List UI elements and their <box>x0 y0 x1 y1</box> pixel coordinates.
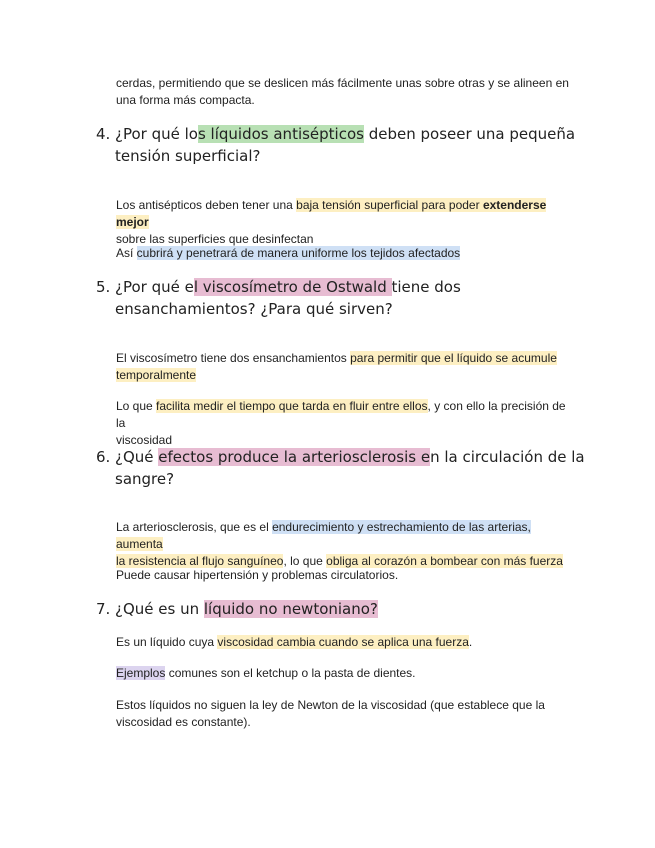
question-number: 5. <box>96 278 111 296</box>
heading-text-line-2: ensanchamientos? ¿Para qué sirven? <box>115 300 393 318</box>
heading-text: tiene dos <box>391 278 461 296</box>
answer-text: , lo que <box>283 554 327 568</box>
highlight-yellow: para permitir que el líquido se acumule <box>350 351 557 365</box>
answer-6-paragraph-2: Puede causar hipertensión y problemas circulatorios. <box>116 568 399 582</box>
highlight-yellow: viscosidad cambia cuando se aplica una fuerza <box>217 635 469 649</box>
answer-text: . <box>468 635 473 649</box>
answer-text: Así <box>116 246 137 260</box>
heading-text: deben poseer una pequeña <box>363 125 576 143</box>
answer-text: Estos líquidos no siguen la ley de Newton de la viscosidad (que establece que la <box>116 698 545 712</box>
heading-text: ¿Qué <box>115 448 159 466</box>
highlight-yellow: obliga al corazón a bombear con más fuerza <box>326 554 563 568</box>
answer-7-paragraph-3 <box>116 697 576 731</box>
heading-text: ¿Por qué lo <box>115 125 198 143</box>
answer-text: Es un líquido cuya <box>116 635 218 649</box>
highlight-lavender: Ejemplos <box>116 666 166 680</box>
heading-text-line-2: tensión superficial? <box>115 147 261 165</box>
answer-6-paragraph-1 <box>116 519 576 570</box>
highlight-blue: endurecimiento y estrechamiento de las arterias, <box>272 520 531 534</box>
intro-line-1: cerdas, permitiendo que se deslicen más fácilmente unas sobre otras y se alineen en <box>116 76 569 90</box>
highlight-green: s líquidos antisépticos <box>197 125 364 143</box>
bold-text: extenderse mejor <box>116 198 547 229</box>
answer-7-paragraph-2 <box>116 665 576 682</box>
answer-text: El viscosímetro tiene dos ensanchamientos <box>116 351 351 365</box>
answer-text: sobre las superficies que desinfectan <box>116 232 314 246</box>
highlight-yellow: facilita medir el tiempo que tarda en fluir entre ellos <box>156 399 428 413</box>
answer-text: Lo que <box>116 399 157 413</box>
intro-paragraph <box>116 75 576 109</box>
answer-text: viscosidad es constante). <box>116 715 251 729</box>
answer-5-paragraph-1 <box>116 350 576 384</box>
answer-4-paragraph-2 <box>116 245 576 262</box>
answer-5-paragraph-2 <box>116 398 576 449</box>
question-6-heading <box>96 446 586 490</box>
highlight-pink: líquido no newtoniano? <box>203 600 378 618</box>
highlight-yellow: aumenta <box>116 537 163 551</box>
answer-text: , y con ello la precisión de la <box>116 399 566 430</box>
highlight-pink: l viscosímetro de Ostwald <box>193 278 392 296</box>
answer-text: viscosidad <box>116 433 173 447</box>
answer-text: comunes son el ketchup o la pasta de dientes. <box>165 666 416 680</box>
answer-text: La arteriosclerosis, que es el <box>116 520 273 534</box>
answer-4-paragraph-1 <box>116 197 576 248</box>
highlight-pink: efectos produce la arteriosclerosis e <box>158 448 431 466</box>
intro-line-2: una forma más compacta. <box>116 93 255 107</box>
highlight-yellow: temporalmente <box>116 368 197 382</box>
question-4-heading <box>96 123 586 167</box>
answer-7-paragraph-1 <box>116 634 576 651</box>
question-7-heading <box>96 598 586 620</box>
question-number: 6. <box>96 448 111 466</box>
question-number: 7. <box>96 600 111 618</box>
question-5-heading <box>96 276 586 320</box>
heading-text: ¿Qué es un <box>115 600 204 618</box>
answer-text: Los antisépticos deben tener una <box>116 198 297 212</box>
question-number: 4. <box>96 125 111 143</box>
heading-text: ¿Por qué e <box>115 278 194 296</box>
heading-text: n la circulación de la <box>430 448 585 466</box>
heading-text-line-2: sangre? <box>115 470 175 488</box>
highlight-yellow: la resistencia al flujo sanguíneo <box>116 554 284 568</box>
highlight-yellow: baja tensión superficial para poder <box>296 198 483 212</box>
highlight-blue: cubrirá y penetrará de manera uniforme los tejidos afectados <box>136 246 461 260</box>
